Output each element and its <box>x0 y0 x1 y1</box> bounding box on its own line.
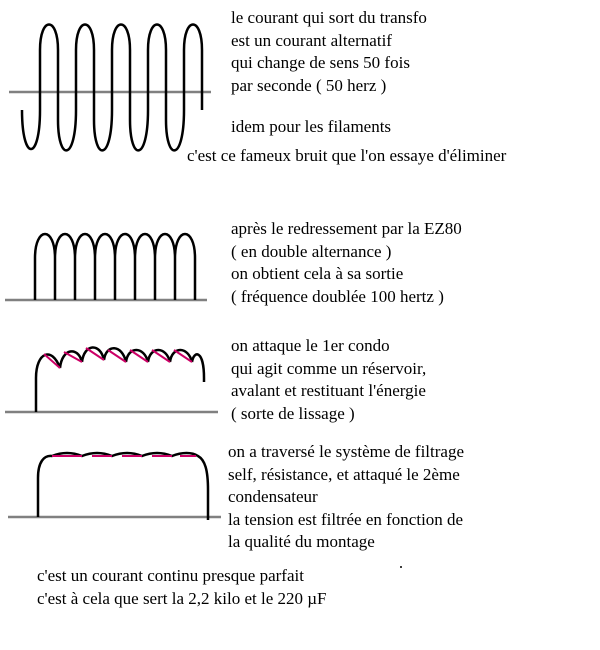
transformer-line-3: qui change de sens 50 fois <box>231 53 410 72</box>
first-capacitor-line-4: ( sorte de lissage ) <box>231 403 355 423</box>
transformer-line-2: est un courant alternatif <box>231 30 392 50</box>
filtered-line-4: la tension est filtrée en fonction de <box>228 509 464 529</box>
filtered-envelope <box>38 453 208 520</box>
ac-sine-wave <box>22 25 202 151</box>
rectified-wave-diagram <box>5 234 207 300</box>
first-capacitor-line-2: qui agit comme un réservoir, <box>231 358 427 378</box>
filtered-line-5: la qualité du montage <box>228 532 375 551</box>
conclusion-line-1: c'est un courant continu presque parfait <box>37 566 304 585</box>
first-capacitor-diagram <box>5 347 218 412</box>
conclusion-line-2: c'est à cela que sert la 2,2 kilo et le 220 µF <box>37 588 327 608</box>
transformer-line-1: le courant qui sort du transfo <box>231 8 427 27</box>
conclusion-text <box>37 565 327 610</box>
transformer-text <box>231 7 427 97</box>
filtered-line-2: self, résistance, et attaqué le 2ème <box>228 464 460 484</box>
first-capacitor-text <box>231 335 426 425</box>
filtered-text <box>228 441 464 554</box>
rectified-humps <box>35 234 195 300</box>
first-capacitor-line-3: avalant et restituant l'énergie <box>231 381 426 400</box>
filtered-line-3: condensateur <box>228 487 318 506</box>
rectified-line-1: après le redressement par la EZ80 <box>231 219 462 238</box>
filtered-dc-diagram <box>8 453 221 520</box>
rectified-text <box>231 218 462 308</box>
noise-note: c'est ce fameux bruit que l'on essaye d'éliminer <box>187 146 507 165</box>
rectified-line-4: ( fréquence doublée 100 hertz ) <box>231 286 444 306</box>
ac-sine-wave-diagram <box>9 25 211 151</box>
rectified-line-3: on obtient cela à sa sortie <box>231 264 404 283</box>
filtered-line-1: on a traversé le système de filtrage <box>228 442 465 461</box>
transformer-line-4: par seconde ( 50 herz ) <box>231 75 387 95</box>
rectified-line-2: ( en double alternance ) <box>231 241 392 261</box>
stray-dot <box>400 566 402 568</box>
filaments-note: idem pour les filaments <box>231 117 392 136</box>
first-capacitor-line-1: on attaque le 1er condo <box>231 336 390 355</box>
